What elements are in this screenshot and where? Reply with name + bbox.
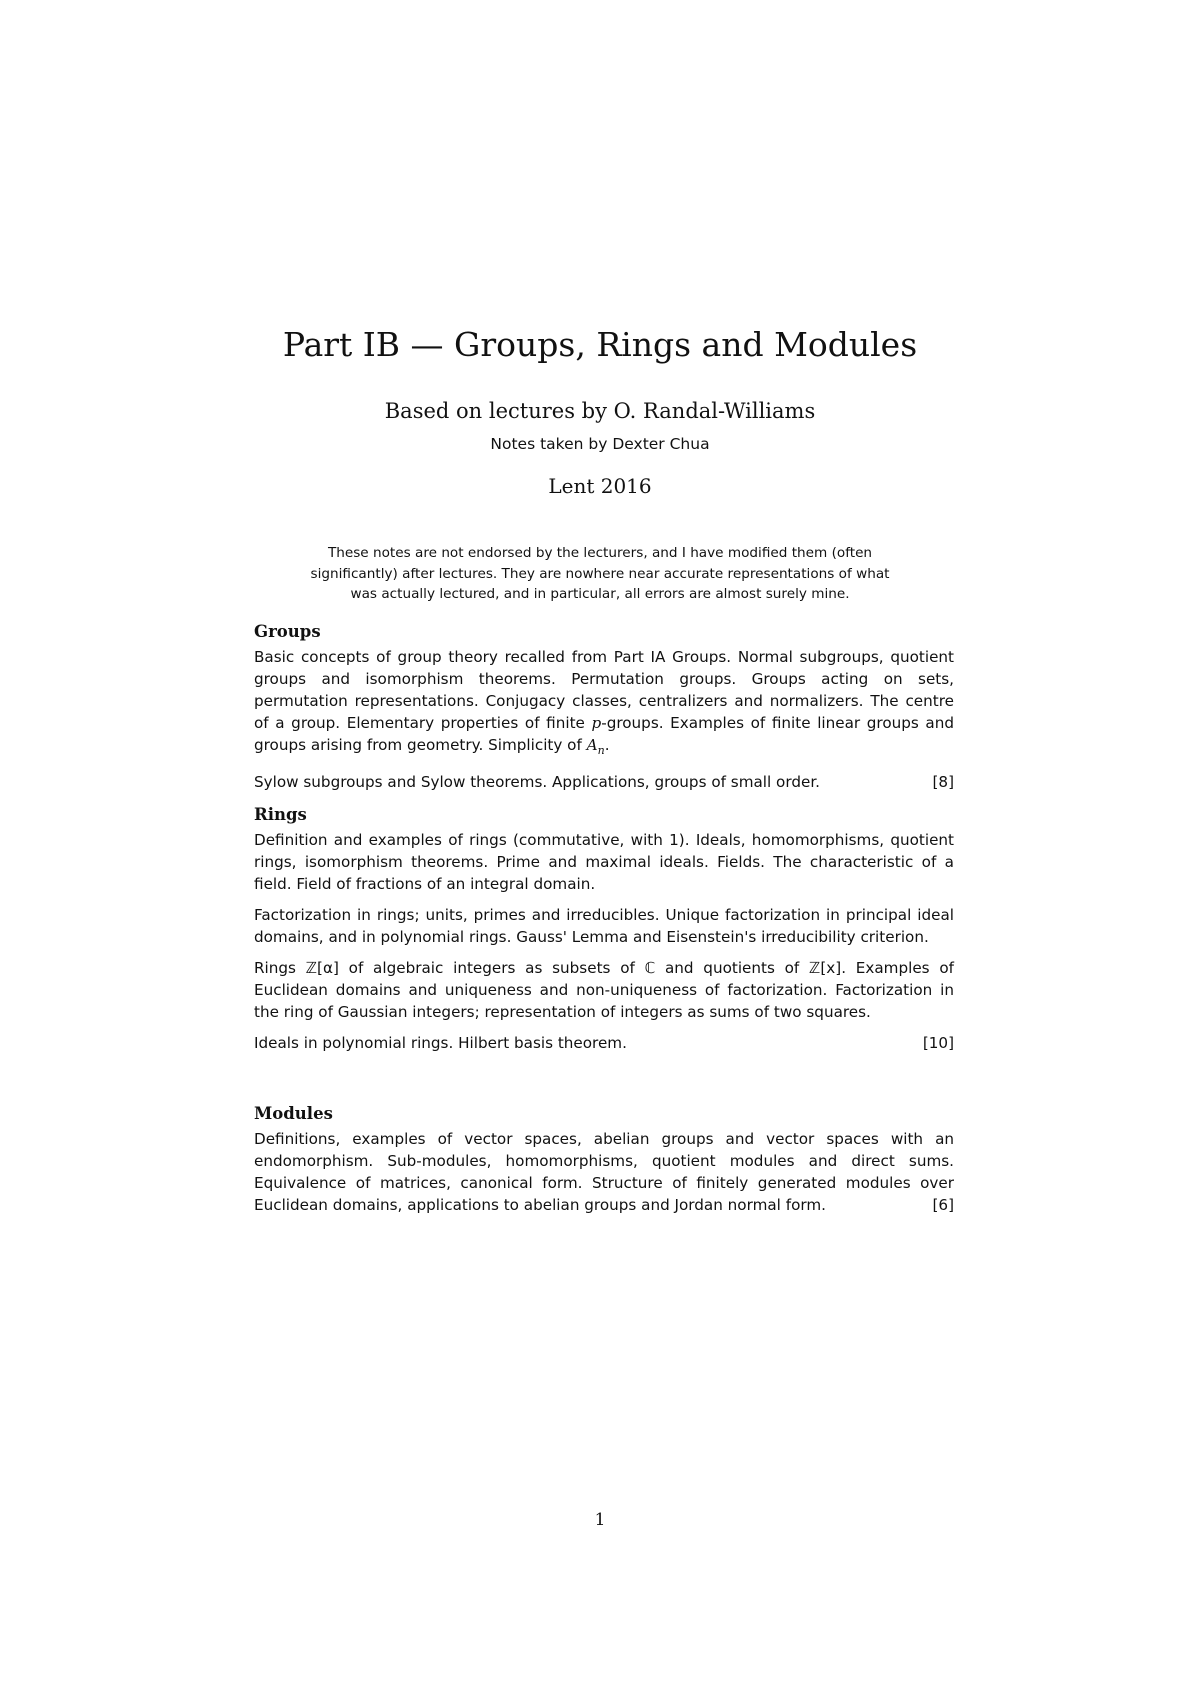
groups-paragraph-2 [254,771,954,793]
groups-paragraph-1 [254,646,954,762]
schedule-hours-groups: [8] [932,773,954,792]
section-heading-modules: Modules [254,1104,333,1123]
lecturer-line: Based on lectures by O. Randal-Williams [384,399,816,423]
groups-p1-end: . [604,736,610,754]
notes-author-line: Notes taken by Dexter Chua [490,435,710,453]
modules-paragraph-1 [254,1128,954,1216]
rings-paragraph-3: Rings ℤ[α] of algebraic integers as subsets of ℂ and quotients of ℤ[x]. Examples of Euclidean domains and uniqueness and non-uniqueness of factorization. Factorization in the ring of Gaussian integers; representation of integers as sums of two squares. [254,959,954,1021]
math-subscript-n: n [597,744,605,758]
math-p: p [591,714,602,732]
section-rings-body [254,829,954,1054]
schedule-hours-rings: [10] [922,1034,954,1052]
modules-p1-text: Definitions, examples of vector spaces, abelian groups and vector spaces with an endomorphism. Sub-modules, homomorphisms, quotient modules and direct sums. Equivalence of matrices, canonical form. Structure of finitely generated modules over Euclidean domains, applications to abelian groups and Jordan normal form. [254,1130,954,1214]
document-title: Part IB — Groups, Rings and Modules [282,325,918,364]
page-number: 1 [594,1510,606,1530]
rings-paragraph-1: Definition and examples of rings (commutative, with 1). Ideals, homomorphisms, quotient rings, isomorphism theorems. Prime and maximal ideals. Fields. The characteristic of a field. Field of fractions of an integral domain. [254,831,954,893]
math-A: A [586,736,598,754]
groups-p1-text-a: Basic concepts of group theory recalled from Part IA Groups. Normal subgroups, quotient groups and isomorphism theorems. Permutation groups. Groups acting on sets, permutation representations. Conjugacy classes, centralizers and normalizers. The centre of a group. Elementary properties of finite [254,648,954,732]
section-groups-body [254,646,954,793]
rings-paragraph-4 [254,1032,954,1054]
disclaimer: These notes are not endorsed by the lecturers, and I have modified them (often significantly) after lectures. They are nowhere near accurate representations of what was actually lectured, and in particular, all errors are almost surely mine. [310,545,890,602]
section-heading-groups: Groups [254,622,321,641]
groups-p1-text-b: -groups. Examples of finite linear groups and groups arising from geometry. Simplicity of [254,714,954,754]
groups-p2-text: Sylow subgroups and Sylow theorems. Applications, groups of small order. [254,773,820,792]
rings-paragraph-2: Factorization in rings; units, primes and irreducibles. Unique factorization in principal ideal domains, and in polynomial rings. Gauss' Lemma and Eisenstein's irreducibility criterion. [254,906,954,946]
section-heading-rings: Rings [254,805,307,824]
rings-p4-text: Ideals in polynomial rings. Hilbert basis theorem. [254,1034,627,1052]
schedule-hours-modules: [6] [932,1196,954,1214]
term-date: Lent 2016 [548,474,652,498]
section-modules-body [254,1128,954,1216]
